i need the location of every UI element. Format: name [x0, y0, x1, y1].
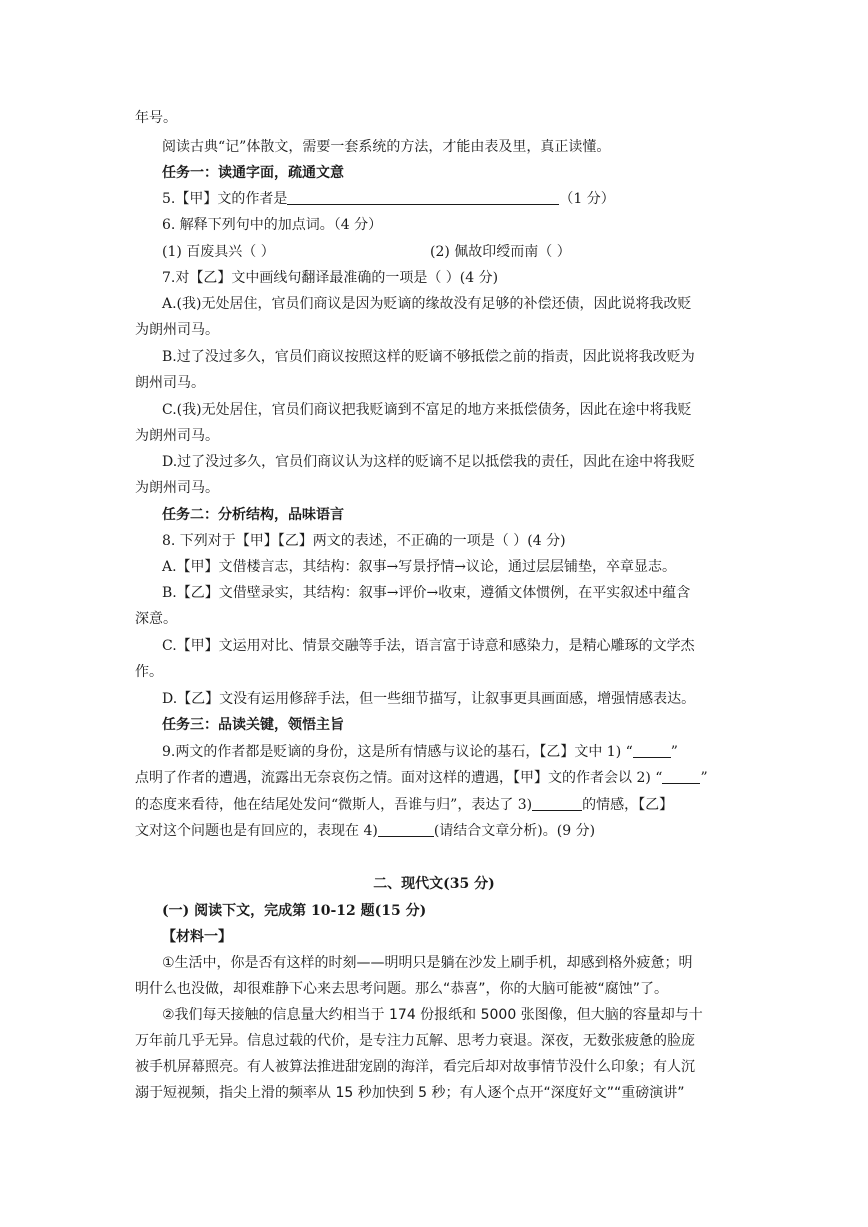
question-text: 文对这个问题也是有回应的，表现在 4): [135, 823, 378, 839]
option-a-cont: 为朗州司马。: [135, 322, 219, 338]
option-c: C.【甲】文运用对比、情景交融等手法，语言富于诗意和感染力，是精心雕琢的文学杰: [162, 638, 695, 654]
option-d-cont: 为朗州司马。: [135, 480, 219, 496]
part-heading: 二、现代文(35 分): [373, 876, 495, 892]
option-a: A.【甲】文借楼言志，其结构：叙事→写景抒情→议论，通过层层铺垫，卒章显志。: [162, 559, 677, 575]
question-5: [162, 189, 615, 209]
quote-mark: ”: [700, 770, 708, 786]
question-text: 点明了作者的遭遇，流露出无奈哀伤之情。面对这样的遭遇，【甲】文的作者会以 2) “: [135, 770, 663, 786]
passage-line: 溺于短视频，指尖上滑的频率从 15 秒加快到 5 秒；有人逐个点开“深度好文”“重磅演讲”: [135, 1085, 685, 1101]
answer-blank[interactable]: [662, 769, 700, 784]
answer-blank[interactable]: [633, 743, 671, 758]
option-a: A.(我)无处居住，官员们商议是因为贬谪的缘故没有足够的补偿还债，因此说将我改贬: [162, 296, 692, 312]
text-line: 年号。: [135, 110, 177, 126]
question-6: 6. 解释下列句中的加点词。（4 分）: [162, 217, 383, 233]
passage-line: 明什么也没做，却很难静下心来去思考问题。那么“恭喜”，你的大脑可能被“腐蚀”了。: [135, 981, 669, 997]
question-9: [162, 742, 678, 762]
score-text: （1 分）: [559, 191, 615, 207]
option-c-cont: 为朗州司马。: [135, 428, 219, 444]
question-text: 的情感，【乙】: [582, 797, 674, 813]
question-text: 5.【甲】文的作者是: [162, 191, 288, 207]
passage-line: ②我们每天接触的信息量大约相当于 174 份报纸和 5000 张图像，但大脑的容量却与十: [162, 1007, 703, 1023]
passage-line: ①生活中，你是否有这样的时刻——明明只是躺在沙发上刷手机，却感到格外疲惫；明: [162, 955, 693, 971]
question-text: 的态度来看待，他在结尾处发问“微斯人，吾谁与归”，表达了 3): [135, 797, 533, 813]
option-b: B.过了没过多久，官员们商议按照这样的贬谪不够抵偿之前的指责，因此说将我改贬为: [162, 349, 695, 365]
question-7: 7.对【乙】文中画线句翻译最准确的一项是（ ）(4 分): [162, 270, 499, 286]
option-b: B.【乙】文借壁录实，其结构：叙事→评价→收束，遵循文体惯例，在平实叙述中蕴含: [162, 585, 691, 601]
option-c: C.(我)无处居住，官员们商议把我贬谪到不富足的地方来抵偿债务，因此在途中将我贬: [162, 402, 692, 418]
question-text: (请结合文章分析)。(9 分): [433, 823, 596, 839]
text-line: 阅读古典“记”体散文，需要一套系统的方法，才能由表及里，真正读懂。: [162, 139, 611, 155]
question-text: 9.两文的作者都是贬谪的身份，这是所有情感与议论的基石，【乙】文中 1) “: [162, 744, 633, 760]
answer-blank[interactable]: [378, 822, 434, 837]
passage-line: 万年前几乎无异。信息过载的代价，是专注力瓦解、思考力衰退。深夜，无数张疲惫的脸庞: [135, 1033, 695, 1049]
passage-line: 被手机屏幕照亮。有人被算法推进甜宠剧的海洋，看完后却对故事情节没什么印象；有人沉: [135, 1059, 695, 1075]
section-heading: 任务二：分析结构，品味语言: [162, 507, 344, 523]
section-heading: 任务一：读通字面，疏通文意: [162, 165, 344, 181]
quote-mark: ”: [670, 744, 678, 760]
question-6-item-1: (1) 百废具兴（ ）: [162, 244, 275, 260]
question-8: 8. 下列对于【甲】【乙】两文的表述，不正确的一项是（ ）(4 分): [162, 533, 566, 549]
question-9-cont: [135, 821, 595, 841]
option-d: D.【乙】文没有运用修辞手法，但一些细节描写，让叙事更具画面感，增强情感表达。: [162, 691, 696, 707]
question-9-cont: [135, 795, 673, 815]
subsection-heading: (一) 阅读下文，完成第 10-12 题(15 分): [162, 903, 427, 919]
option-c-cont: 作。: [135, 664, 163, 680]
option-b-cont: 朗州司马。: [135, 375, 205, 391]
question-9-cont: [135, 768, 708, 788]
answer-blank[interactable]: [532, 796, 582, 811]
answer-blank[interactable]: [287, 190, 559, 205]
material-label: 【材料一】: [162, 929, 232, 945]
option-d: D.过了没过多久，官员们商议认为这样的贬谪不足以抵偿我的责任，因此在途中将我贬: [162, 454, 696, 470]
option-b-cont: 深意。: [135, 611, 177, 627]
section-heading: 任务三：品读关键，领悟主旨: [162, 717, 344, 733]
question-6-item-2: (2) 佩故印绶而南（ ）: [430, 244, 571, 260]
